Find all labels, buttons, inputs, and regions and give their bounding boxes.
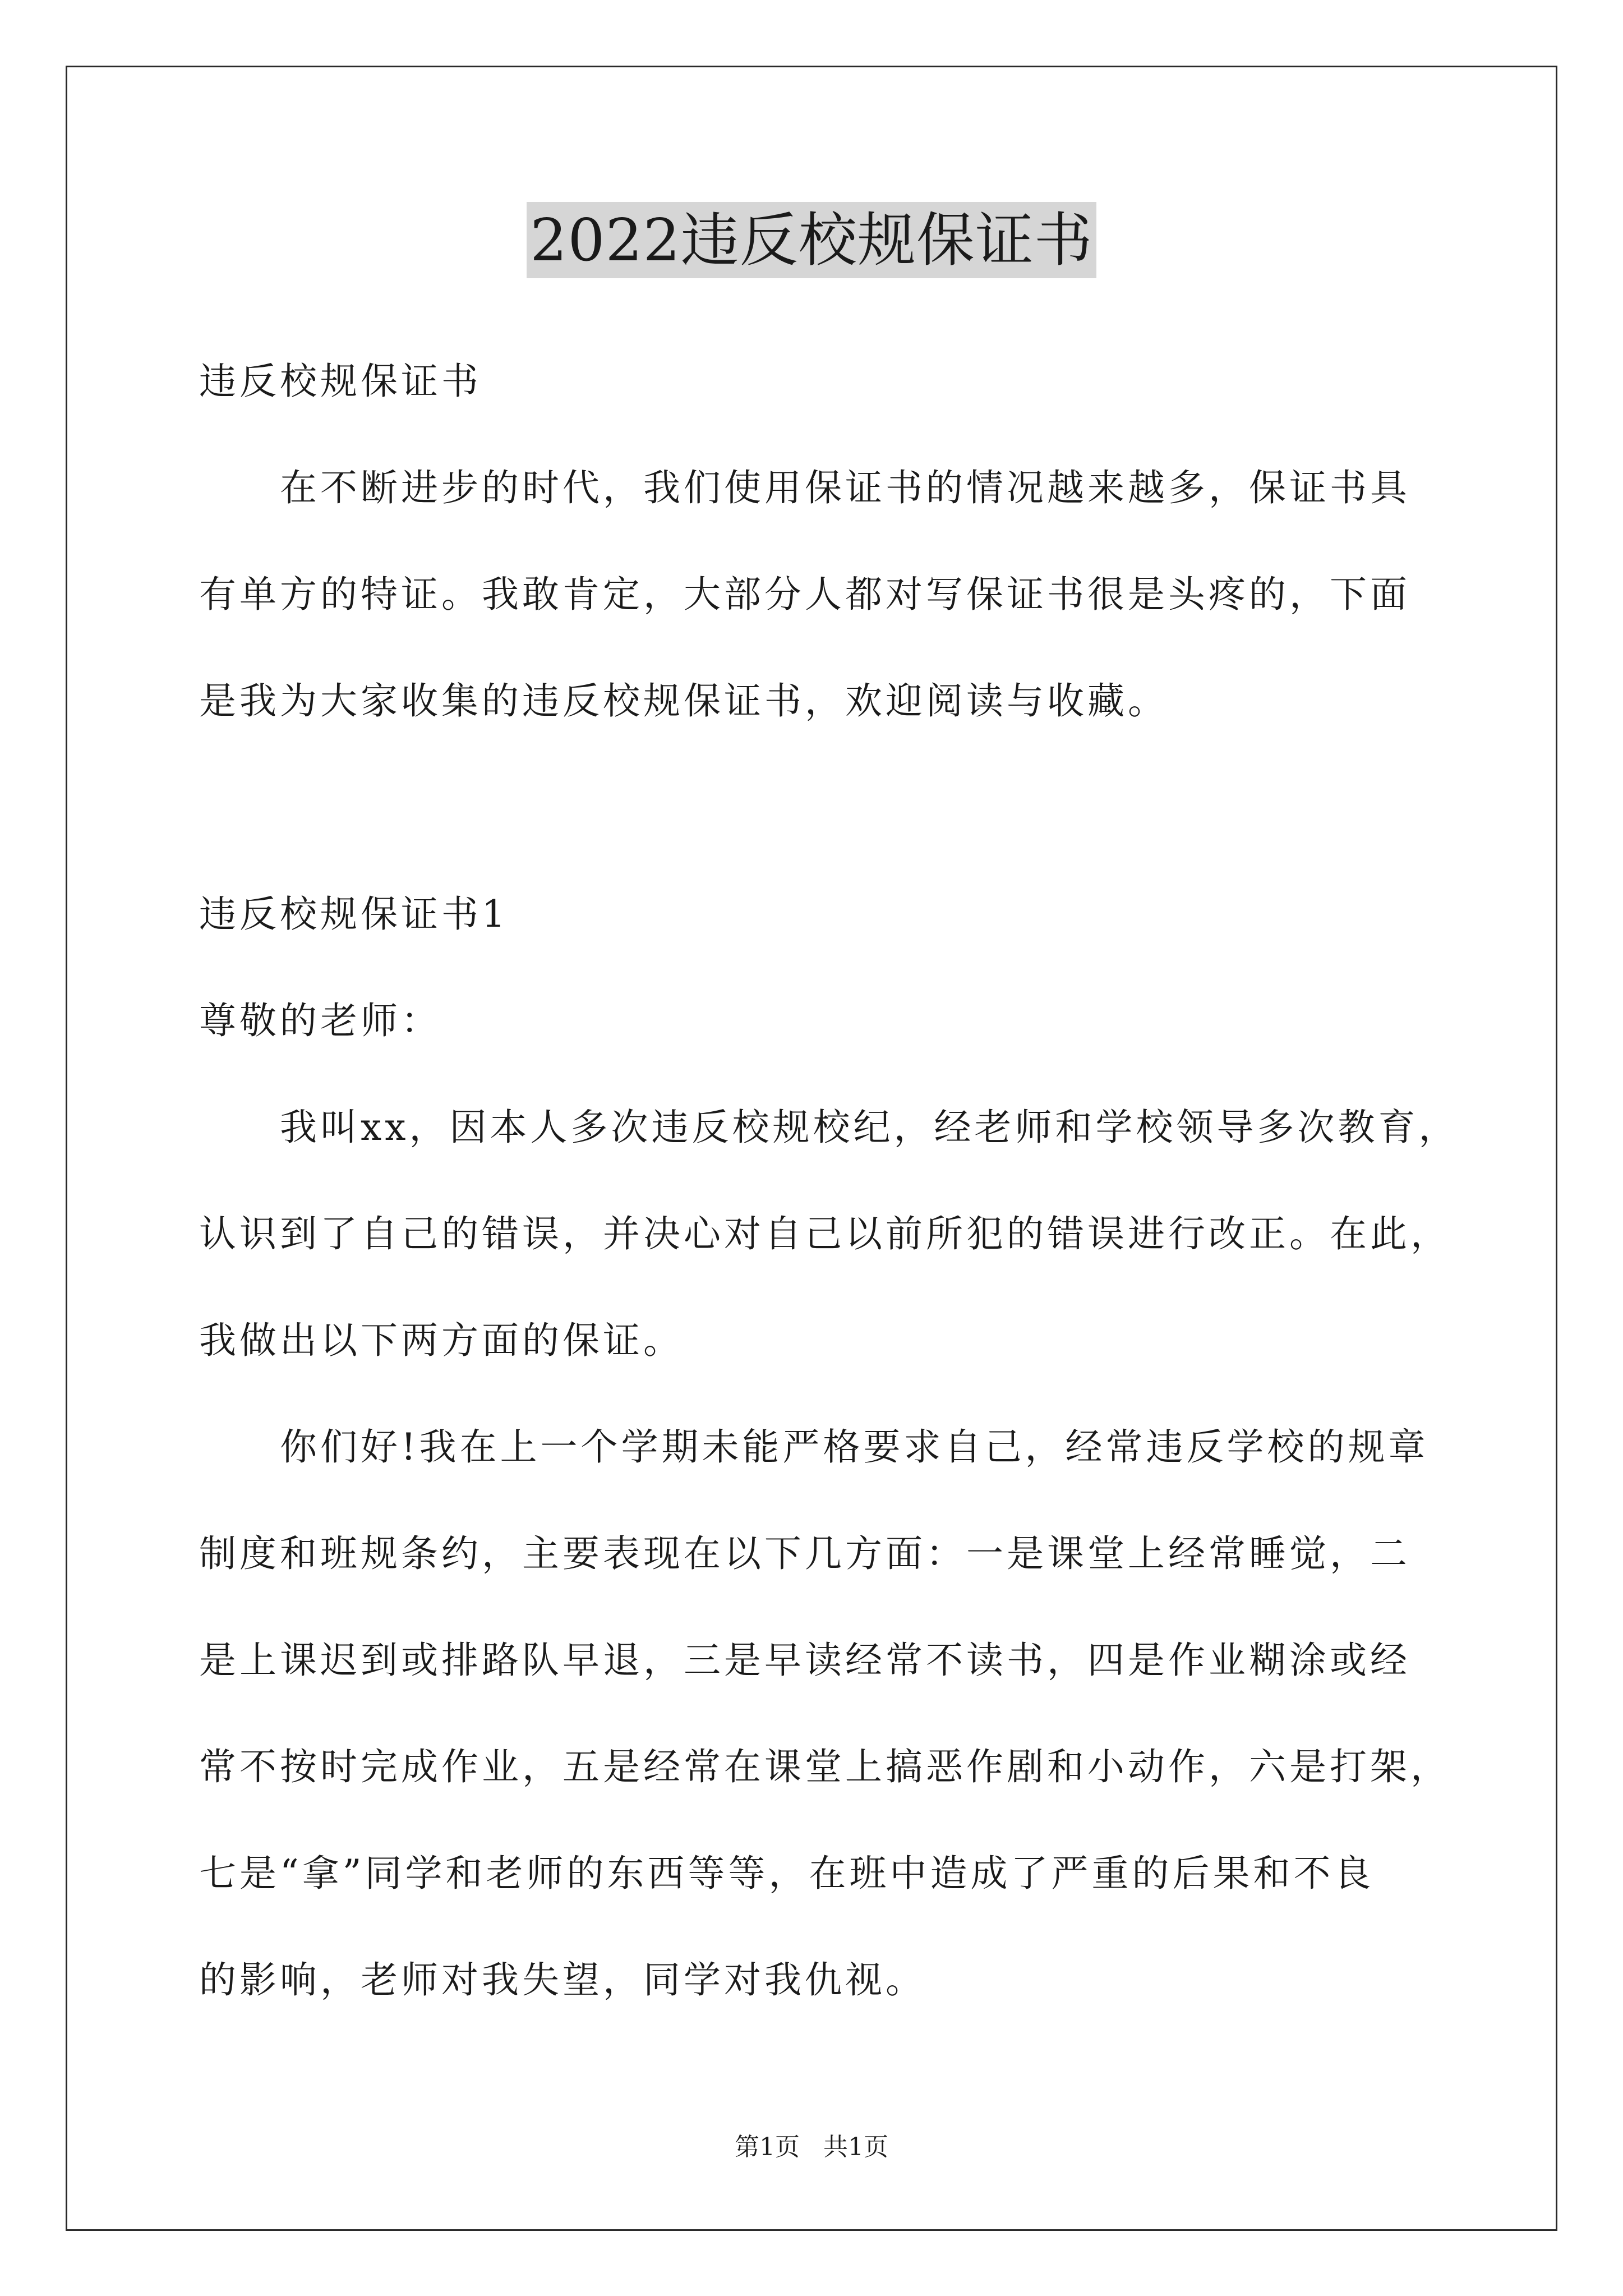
paragraph-line: 有单方的特证。我敢肯定，大部分人都对写保证书很是头疼的，下面 (199, 573, 1410, 616)
page-number: 第1页 (735, 2133, 800, 2161)
paragraph-line: 是我为大家收集的违反校规保证书，欢迎阅读与收藏。 (199, 679, 1168, 723)
paragraph-line: 是上课迟到或排路队早退，三是早读经常不读书，四是作业糊涂或经 (199, 1639, 1410, 1682)
section-heading: 违反校规保证书 (199, 360, 482, 403)
paragraph-line: 认识到了自己的错误，并决心对自己以前所犯的错误进行改正。在此， (199, 1212, 1451, 1255)
paragraph-line: 七是“拿”同学和老师的东西等等，在班中造成了严重的后果和不良 (199, 1852, 1375, 1895)
title-container (0, 202, 1623, 278)
paragraph-line: 你们好!我在上一个学期未能严格要求自己，经常违反学校的规章 (199, 1425, 1429, 1469)
paragraph-line: 常不按时完成作业，五是经常在课堂上搞恶作剧和小动作，六是打架， (199, 1745, 1451, 1788)
section-heading: 违反校规保证书1 (199, 892, 509, 936)
paragraph-line: 我做出以下两方面的保证。 (199, 1319, 684, 1362)
salutation: 尊敬的老师： (199, 999, 441, 1042)
page-total: 共1页 (823, 2133, 888, 2161)
page-footer (0, 2132, 1623, 2163)
paragraph-line: 我叫xx，因本人多次违反校规校纪，经老师和学校领导多次教育， (199, 1106, 1459, 1149)
paragraph-line: 在不断进步的时代，我们使用保证书的情况越来越多，保证书具 (199, 466, 1410, 509)
paragraph-line: 制度和班规条约，主要表现在以下几方面：一是课堂上经常睡觉，二 (199, 1532, 1410, 1575)
document-title: 2022违反校规保证书 (527, 202, 1096, 278)
paragraph-line: 的影响，老师对我失望，同学对我仇视。 (199, 1958, 926, 2001)
